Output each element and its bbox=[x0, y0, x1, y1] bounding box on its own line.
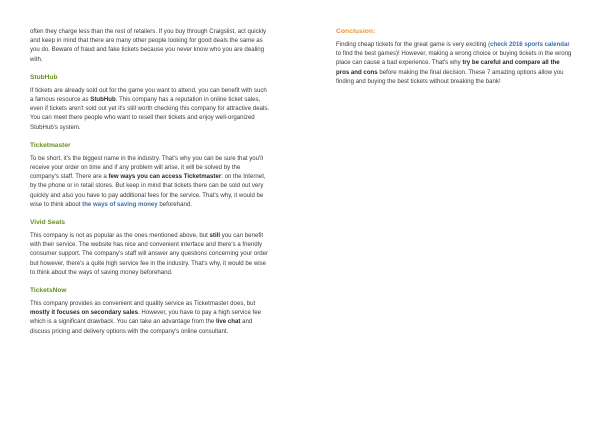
vividseats-heading: Vivid Seats bbox=[30, 219, 66, 227]
ticketsnow-bold: mostly it focuses on secondary sales bbox=[30, 309, 139, 317]
vividseats-text-2: you can benefit with their service. The website has nice and convenient interface and there's a friendly consumer support. The company's staff will answer any questions concerning your order but however, there's a quite high service fee in the industry. That's why, it would be wise to think about the ways of saving money beforehand. bbox=[30, 232, 269, 276]
sports-calendar-link[interactable]: check 2016 sports calendar bbox=[490, 41, 570, 48]
stubhub-bold: StubHub bbox=[90, 96, 116, 104]
ticketmaster-text-3: beforehand. bbox=[157, 200, 192, 208]
ticketsnow-text-2: . However, you have to pay a high service fee which is a significant drawback. You can take an advantage from the bbox=[30, 309, 262, 326]
conclusion-text-3: before making the final decision. These 7 amazing options allow you finding and buying the best tickets without breaking the bank! bbox=[336, 68, 564, 85]
ticketmaster-bold: few ways you can access Ticketmaster bbox=[108, 173, 222, 181]
vividseats-text-1: This company is not as popular as the ones mentioned above, but bbox=[30, 232, 210, 240]
ticketsnow-paragraph bbox=[30, 299, 270, 336]
conclusion-paragraph bbox=[336, 40, 574, 86]
ticketsnow-text-3: and discuss pricing and delivery options with the company's online consultant. bbox=[30, 318, 253, 335]
ticketsnow-text-1: This company provides as convenient and quality service as Ticketmaster does, but bbox=[30, 300, 256, 308]
ticketmaster-text-1: To be short, it's the biggest name in the industry. That's why you can be sure that you'll receive your order on time and if any problem will arise, it will be solved by the company's staff. There are a bbox=[30, 154, 263, 181]
ticketsnow-heading: TicketsNow bbox=[30, 287, 67, 295]
stubhub-heading: StubHub bbox=[30, 73, 58, 81]
left-column bbox=[30, 27, 270, 336]
stubhub-paragraph bbox=[30, 86, 270, 132]
ticketmaster-paragraph bbox=[30, 154, 270, 209]
ticketmaster-text-2: : on the Internet, by the phone or in retail stores. But keep in mind that tickets there can be sold out very quickly and also you have to pay additional fees for the service. That's why, it would be wise to think about bbox=[30, 173, 266, 208]
ticketmaster-heading: Ticketmaster bbox=[30, 141, 71, 149]
saving-money-link[interactable]: the ways of saving money bbox=[82, 200, 158, 208]
conclusion-text-2: to find the best games)! However, making a wrong choice or buying tickets in the wrong place can cause a bad experience. That's why bbox=[336, 50, 572, 67]
conclusion-bold: try be careful and compare all the pros and cons bbox=[336, 59, 560, 76]
stubhub-text-2: . This company has a reputation in online ticket sales, even if tickets aren't sold out yet it's still worth checking this company for attractive deals. You can meet there people who want to resell their tickets and enjoy well-organized StubHub's system. bbox=[30, 96, 270, 131]
conclusion-heading: Conclusion: bbox=[336, 28, 376, 35]
conclusion-text-1: Finding cheap tickets for the great game is very exciting ( bbox=[336, 41, 491, 48]
intro-paragraph: often they charge less than the rest of retailers. If you buy through Craigslist, act quickly and keep in mind that there are many other people looking for good deals the same as you do. Beware of fraud and fake tickets because you never know who you are dealing with. bbox=[30, 28, 267, 63]
vividseats-paragraph bbox=[30, 231, 270, 277]
vividseats-bold: still bbox=[209, 232, 221, 240]
ticketsnow-bold-2: live chat bbox=[215, 318, 241, 326]
stubhub-text-1: If tickets are already sold out for the game you want to attend, you can benefit with such a famous resource as bbox=[30, 86, 267, 104]
right-column bbox=[336, 27, 574, 86]
